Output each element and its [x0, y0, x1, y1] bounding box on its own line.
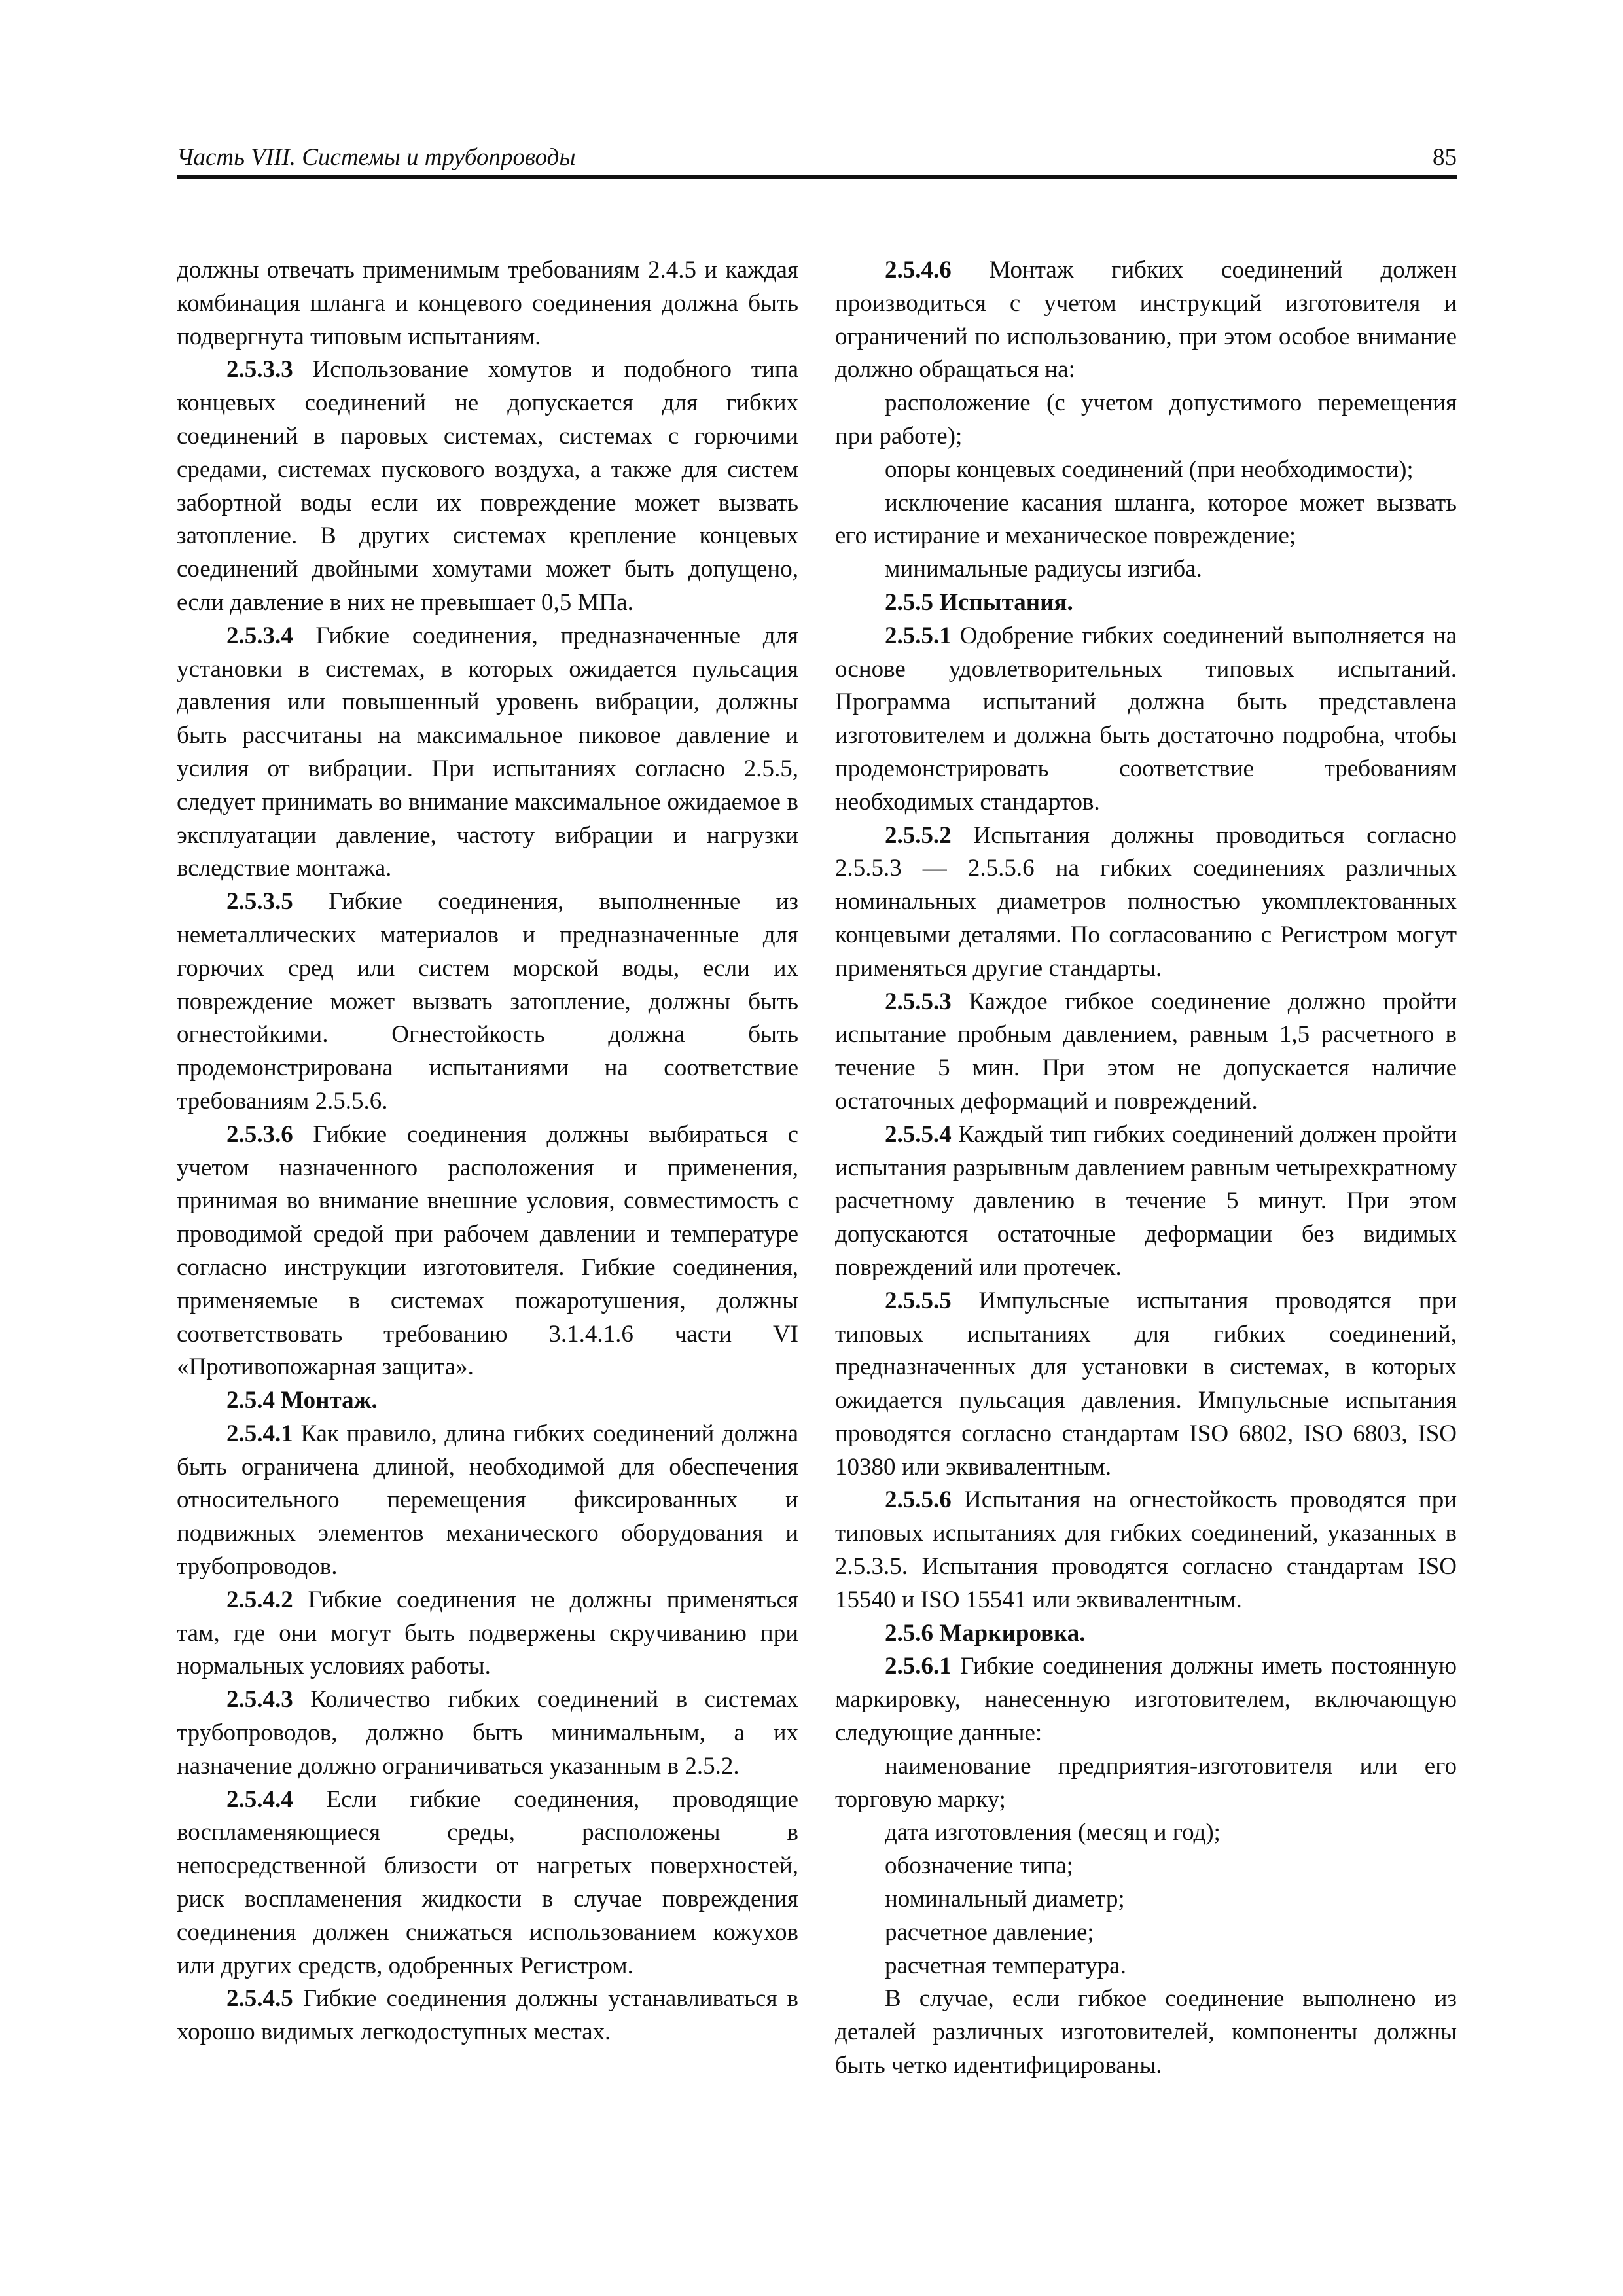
paragraph: В случае, если гибкое соединение выполнено из деталей различных изготовителей, компоненты должны быть четко идентифицированы.	[835, 1985, 1457, 2079]
clause-2-5-4-3: 2.5.4.3 Количество гибких соединений в системах трубопроводов, должно быть минимальным, а их назначение должно ограничиваться указанным в 2.5.2.	[177, 1686, 799, 1780]
clause-number: 2.5.4.6	[885, 257, 952, 283]
clause-2-5-5-4: 2.5.5.4 Каждый тип гибких соединений должен пройти испытания разрывным давлением равным четырехкратному расчетному давлению в течение 5 минут. При этом допускаются остаточные деформации без видимых повреждений или протечек.	[835, 1121, 1457, 1281]
clause-2-5-4-6: 2.5.4.6 Монтаж гибких соединений должен производиться с учетом инструкций изготовителя и ограничений по использованию, при этом особое внимание должно обращаться на:	[835, 257, 1457, 384]
clause-number: 2.5.5.4	[885, 1121, 952, 1148]
clause-2-5-3-6: 2.5.3.6 Гибкие соединения должны выбираться с учетом назначенного расположения и применения, принимая во внимание внешние условия, совместимость с проводимой средой при рабочем давлении и температуре согласно инструкции изготовителя. Гибкие соединения, применяемые в системах пожаротушения, должны соответствовать требованию 3.1.4.1.6 части VI «Противопожарная защита».	[177, 1121, 799, 1381]
clause-2-5-5-5: 2.5.5.5 Импульсные испытания проводятся при типовых испытаниях для гибких соединений, предназначенных для установки в системах, в которых ожидается пульсация давления. Импульсные испытания проводятся согласно стандартам ISO 6802, ISO 6803, ISO 10380 или эквивалентным.	[835, 1287, 1457, 1480]
clause-number: 2.5.4.2	[226, 1586, 293, 1613]
list-item: наименование предприятия-изготовителя или его торговую марку;	[835, 1752, 1457, 1813]
clause-2-5-3-4: 2.5.3.4 Гибкие соединения, предназначенные для установки в системах, в которых ожидается пульсация давления или повышенный уровень вибрации, должны быть рассчитаны на максимальное пиковое давление и усилия от вибрации. При испытаниях согласно 2.5.5, следует принимать во внимание максимальное ожидаемое в эксплуатации давление, частоту вибрации и нагрузки вследствие монтажа.	[177, 622, 798, 882]
list-item: минимальные радиусы изгиба.	[885, 556, 1202, 583]
clause-number: 2.5.5.3	[885, 988, 952, 1015]
clause-number: 2.5.4.5	[226, 1985, 293, 2013]
section-heading-tests: 2.5.5 Испытания.	[885, 588, 1073, 616]
list-item: расчетная температура.	[885, 1952, 1126, 1979]
header-title: Часть VIII. Системы и трубопроводы	[177, 144, 576, 171]
section-heading-montage: 2.5.4 Монтаж.	[226, 1387, 378, 1414]
clause-2-5-4-5: 2.5.4.5 Гибкие соединения должны устанавливаться в хорошо видимых легкодоступных местах.	[177, 1985, 798, 2046]
clause-2-5-3-3: 2.5.3.3 Использование хомутов и подобного типа концевых соединений не допускается для гибких соединений в паровых системах, системах с горючими средами, системах пускового воздуха, а также для систем забортной воды если их повреждение может вызвать затопление. В других системах крепление концевых соединений двойными хомутами может быть допущено, если давление в них не превышает 0,5 МПа.	[177, 356, 798, 616]
clause-2-5-4-4: 2.5.4.4 Если гибкие соединения, проводящие воспламеняющиеся среды, расположены в непосредственной близости от нагретых поверхностей, риск воспламенения жидкости в случае повреждения соединения должен снижаться использованием кожухов или других средств, одобренных Регистром.	[177, 1785, 799, 1979]
clause-2-5-5-1: 2.5.5.1 Одобрение гибких соединений выполняется на основе удовлетворительных типовых испытаний. Программа испытаний должна быть представлена изготовителем и должна быть достаточно подробна, чтобы продемонстрировать соответствие требованиям необходимых стандартов.	[835, 622, 1457, 816]
clause-2-5-4-2: 2.5.4.2 Гибкие соединения не должны применяться там, где они могут быть подвержены скручиванию при нормальных условиях работы.	[177, 1586, 798, 1680]
clause-2-5-5-6: 2.5.5.6 Испытания на огнестойкость проводятся при типовых испытаниях для гибких соединений, указанных в 2.5.3.5. Испытания проводятся согласно стандартам ISO 15540 и ISO 15541 или эквивалентным.	[835, 1486, 1457, 1613]
clause-number: 2.5.5.1	[885, 622, 952, 649]
clause-number: 2.5.5.5	[885, 1287, 952, 1314]
clause-number: 2.5.4.3	[226, 1686, 293, 1713]
clause-2-5-3-5: 2.5.3.5 Гибкие соединения, выполненные из неметаллических материалов и предназначенные для горючих сред или систем морской воды, если их повреждение может вызвать затопление, должны быть огнестойкими. Огнестойкость должна быть продемонстрирована испытаниями на соответствие требованиям 2.5.5.6.	[177, 888, 799, 1115]
clause-number: 2.5.3.6	[226, 1121, 293, 1148]
page-number: 85	[1433, 144, 1457, 171]
clause-number: 2.5.4.4	[226, 1785, 293, 1813]
left-column	[177, 254, 798, 2049]
clause-number: 2.5.3.3	[226, 356, 293, 384]
paragraph: должны отвечать применимым требованиям 2.4.5 и каждая комбинация шланга и концевого соединения должна быть подвергнута типовым испытаниям.	[177, 257, 798, 350]
clause-number: 2.5.3.4	[226, 622, 293, 649]
running-header	[177, 136, 1457, 179]
clause-2-5-5-3: 2.5.5.3 Каждое гибкое соединение должно пройти испытание пробным давлением, равным 1,5 расчетного в течение 5 мин. При этом не допускается наличие остаточных деформаций и повреждений.	[835, 988, 1457, 1115]
clause-number: 2.5.6.1	[885, 1653, 952, 1680]
list-item: опоры концевых соединений (при необходимости);	[885, 456, 1414, 483]
clause-number: 2.5.3.5	[226, 888, 293, 916]
list-item: расчетное давление;	[885, 1918, 1094, 1946]
clause-number: 2.5.5.6	[885, 1486, 952, 1514]
clause-2-5-4-1: 2.5.4.1 Как правило, длина гибких соединений должна быть ограничена длиной, необходимой для обеспечения относительного перемещения фиксированных и подвижных элементов механического оборудования и трубопроводов.	[177, 1420, 799, 1581]
list-item: расположение (с учетом допустимого перемещения при работе);	[835, 389, 1457, 450]
list-item: номинальный диаметр;	[885, 1886, 1125, 1913]
clause-number: 2.5.5.2	[885, 821, 952, 849]
section-heading-marking: 2.5.6 Маркировка.	[885, 1619, 1086, 1647]
clause-number: 2.5.4.1	[226, 1420, 293, 1447]
right-column	[835, 254, 1457, 2083]
list-item: исключение касания шланга, которое может вызвать его истирание и механическое повреждение;	[835, 489, 1457, 550]
clause-2-5-6-1: 2.5.6.1 Гибкие соединения должны иметь постоянную маркировку, нанесенную изготовителем, включающую следующие данные:	[835, 1653, 1457, 1747]
list-item: обозначение типа;	[885, 1852, 1073, 1880]
clause-2-5-5-2: 2.5.5.2 Испытания должны проводиться согласно 2.5.5.3 — 2.5.5.6 на гибких соединениях различных номинальных диаметров полностью укомплектованных концевыми деталями. По согласованию с Регистром могут применяться другие стандарты.	[835, 821, 1457, 982]
list-item: дата изготовления (месяц и год);	[885, 1819, 1221, 1846]
